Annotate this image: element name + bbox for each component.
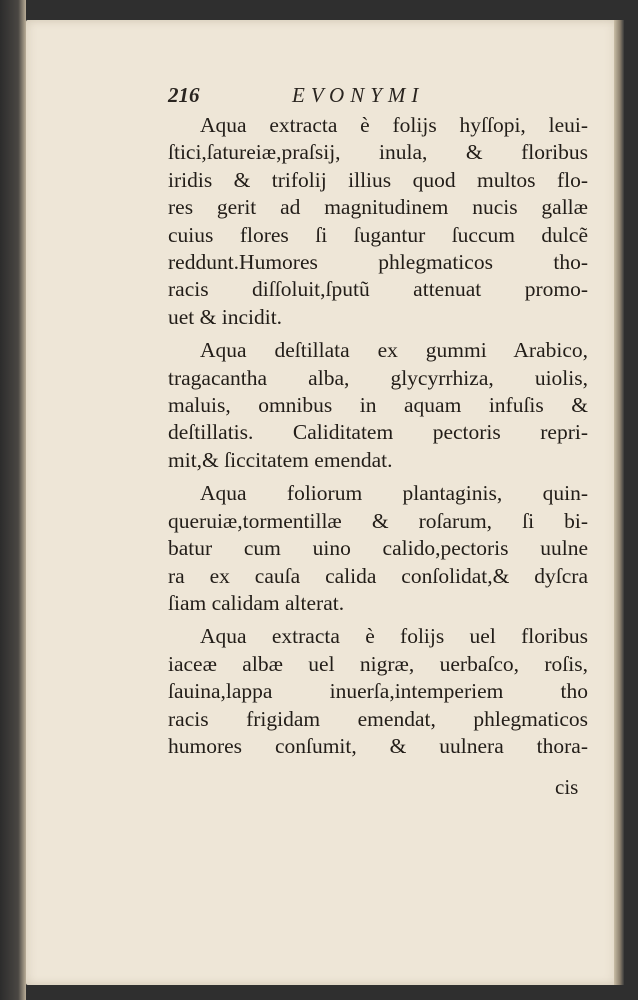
text-line: racis frigidam emendat, phlegmaticos	[168, 706, 588, 731]
text-line: ſtici,ſatureiæ,praſsij, inula, & floribus	[168, 140, 588, 165]
text-line: iridis & trifolij illius quod multos flo-	[168, 167, 588, 192]
text-line: Aqua extracta è folijs uel floribus	[200, 624, 588, 649]
text-line: queruiæ,tormentillæ & roſarum, ſi bi-	[168, 508, 588, 533]
text-line: batur cum uino calido,pectoris uulne	[168, 536, 588, 561]
text-line: reddunt.Humores phlegmaticos tho-	[168, 250, 588, 275]
text-line: ſauina,lappa inuerſa,intemperiem tho	[168, 679, 588, 704]
text-line: ſiam calidam alterat.	[168, 590, 345, 615]
running-title: EVONYMI	[292, 83, 425, 107]
text-line: iaceæ albæ uel nigræ, uerbaſco, roſis,	[168, 651, 588, 676]
paragraph	[168, 112, 588, 331]
paragraph	[168, 337, 588, 474]
text-line: humores conſumit, & uulnera thora-	[168, 733, 588, 758]
paragraph	[168, 480, 588, 617]
text-line: ra ex cauſa calida conſolidat,& dyſcra	[168, 563, 588, 588]
text-line: tragacantha alba, glycyrrhiza, uiolis,	[168, 365, 588, 390]
facing-page-edge	[0, 0, 26, 1000]
text-line: Aqua deſtillata ex gummi Arabico,	[200, 338, 588, 363]
body-text	[168, 112, 588, 760]
page-fore-edge	[614, 20, 624, 985]
text-line: res gerit ad magnitudinem nucis gallæ	[168, 195, 588, 220]
text-line: maluis, omnibus in aquam infuſis &	[168, 393, 588, 418]
catchword: cis	[555, 775, 579, 799]
page-number: 216	[168, 83, 200, 107]
text-line: cuius flores ſi ſugantur ſuccum dulcẽ	[168, 222, 588, 247]
text-line: Aqua foliorum plantaginis, quin-	[200, 481, 588, 506]
running-head	[168, 83, 608, 113]
text-line: uet & incidit.	[168, 304, 283, 329]
text-line: deſtillatis. Caliditatem pectoris repri-	[168, 420, 588, 445]
text-line: racis diſſoluit,ſputũ attenuat promo-	[168, 277, 588, 302]
text-line: Aqua extracta è folijs hyſſopi, leui-	[200, 113, 588, 137]
text-line: mit,& ſiccitatem emendat.	[168, 447, 393, 472]
paragraph	[168, 623, 588, 760]
